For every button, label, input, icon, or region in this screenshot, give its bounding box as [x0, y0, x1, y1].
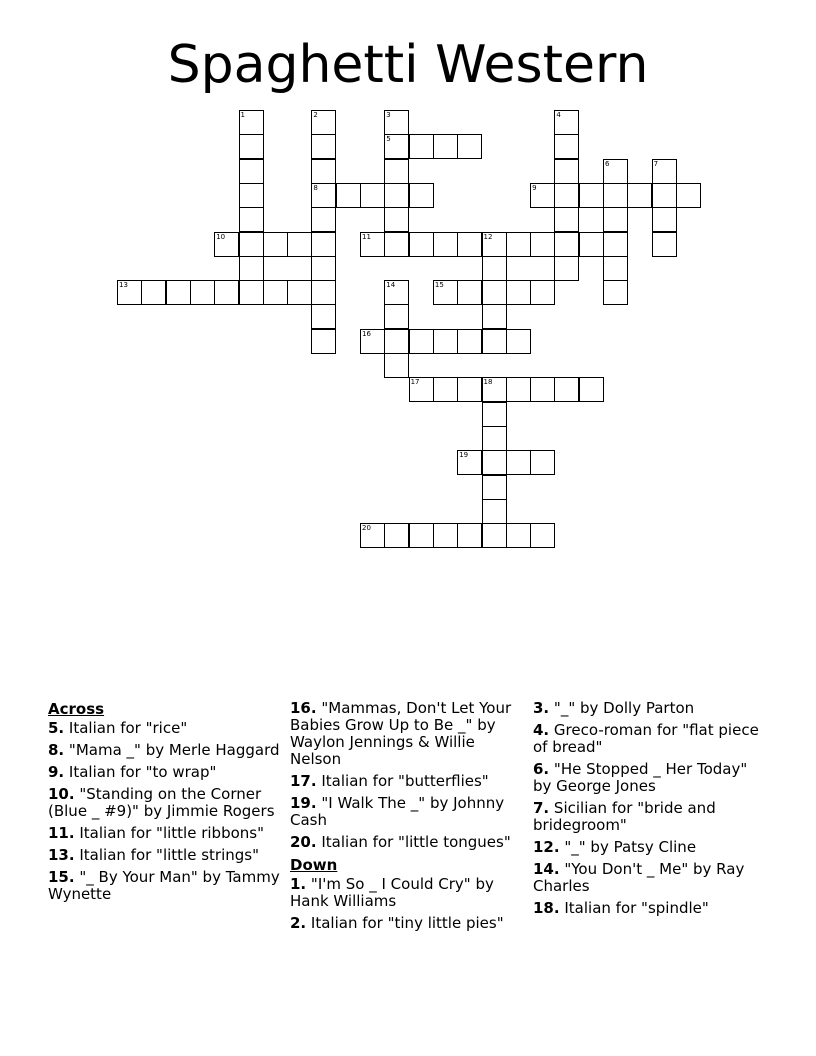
clue-across [48, 742, 282, 759]
grid-cell[interactable] [384, 353, 409, 378]
grid-cell[interactable] [239, 110, 264, 135]
grid-cell[interactable] [311, 183, 336, 208]
grid-cell[interactable] [311, 159, 336, 184]
clue-number: 20. [290, 833, 317, 851]
grid-cell[interactable] [554, 207, 579, 232]
clue-across [48, 825, 282, 842]
clue-down [533, 722, 767, 756]
clue-number: 8. [48, 741, 65, 759]
clue-across [290, 795, 524, 829]
grid-cell[interactable] [141, 280, 166, 305]
grid-cell[interactable] [409, 232, 434, 257]
cell-number: 11 [362, 232, 371, 241]
clue-text: Greco-roman for "flat piece of bread" [533, 721, 759, 756]
grid-cell[interactable] [530, 232, 555, 257]
grid-cell[interactable] [603, 183, 628, 208]
clue-text: "I Walk The _" by Johnny Cash [290, 794, 505, 829]
grid-cell[interactable] [554, 232, 579, 257]
grid-cell[interactable] [652, 232, 677, 257]
grid-cell[interactable] [384, 183, 409, 208]
grid-cell[interactable] [506, 450, 531, 475]
grid-cell[interactable] [384, 280, 409, 305]
clues-column-2 [290, 700, 524, 937]
grid-cell[interactable] [384, 232, 409, 257]
grid-cell[interactable] [603, 159, 628, 184]
clue-text: "You Don't _ Me" by Ray Charles [533, 860, 745, 895]
grid-cell[interactable] [311, 110, 336, 135]
cell-number: 2 [313, 111, 318, 119]
clue-down [533, 700, 767, 717]
clue-text: "Mammas, Don't Let Your Babies Grow Up to Be _" by Waylon Jennings & Willie Nelson [290, 699, 512, 768]
clue-number: 2. [290, 914, 307, 932]
page-title: Spaghetti Western [167, 35, 649, 95]
grid-cell[interactable] [433, 280, 458, 305]
grid-cell[interactable] [214, 232, 239, 257]
clue-number: 16. [290, 699, 317, 717]
clue-number: 13. [48, 846, 75, 864]
clue-text: Italian for "little ribbons" [79, 824, 264, 842]
cell-number: 1 [240, 111, 245, 119]
grid-cell[interactable] [482, 377, 507, 402]
grid-cell[interactable] [433, 329, 458, 354]
clue-text: Italian for "little strings" [79, 846, 259, 864]
grid-cell[interactable] [530, 280, 555, 305]
cell-number: 7 [653, 159, 659, 168]
clue-down [533, 839, 767, 856]
grid-cell[interactable] [652, 183, 677, 208]
grid-cell[interactable] [311, 280, 336, 305]
grid-cell[interactable] [603, 256, 628, 281]
grid-cell[interactable] [311, 232, 336, 257]
grid-cell[interactable] [433, 377, 458, 402]
grid-cell[interactable] [384, 329, 409, 354]
grid-cell[interactable] [506, 280, 531, 305]
grid-cell[interactable] [311, 207, 336, 232]
clue-number: 7. [533, 799, 550, 817]
grid-cell[interactable] [457, 450, 482, 475]
grid-cell[interactable] [384, 207, 409, 232]
clue-number: 11. [48, 824, 75, 842]
grid-cell[interactable] [239, 232, 264, 257]
grid-cell[interactable] [239, 280, 264, 305]
cell-number: 6 [605, 159, 610, 168]
grid-cell[interactable] [579, 232, 604, 257]
grid-cell[interactable] [433, 232, 458, 257]
grid-cell[interactable] [554, 256, 579, 281]
clue-text: Italian for "tiny little pies" [310, 914, 504, 932]
grid-cell[interactable] [579, 183, 604, 208]
grid-cell[interactable] [554, 134, 579, 159]
cell-number: 3 [386, 111, 391, 119]
cell-number: 8 [313, 183, 318, 192]
grid-cell[interactable] [384, 134, 409, 159]
grid-cell[interactable] [482, 402, 507, 427]
grid-cell[interactable] [239, 134, 264, 159]
grid-cell[interactable] [530, 377, 555, 402]
clue-text: "_" by Patsy Cline [564, 838, 697, 856]
grid-cell[interactable] [554, 110, 579, 135]
clue-text: "Standing on the Corner (Blue _ #9)" by Jimmie Rogers [48, 785, 275, 820]
across-heading: Across [48, 700, 105, 718]
grid-cell[interactable] [336, 183, 361, 208]
grid-cell[interactable] [482, 304, 507, 329]
grid-cell[interactable] [530, 523, 555, 548]
grid-cell[interactable] [506, 523, 531, 548]
clue-number: 5. [48, 719, 65, 737]
grid-cell[interactable] [360, 232, 385, 257]
grid-cell[interactable] [579, 377, 604, 402]
clue-number: 9. [48, 763, 65, 781]
grid-cell[interactable] [214, 280, 239, 305]
clue-text: Sicilian for "bride and bridegroom" [533, 799, 716, 834]
grid-cell[interactable] [603, 207, 628, 232]
grid-cell[interactable] [457, 280, 482, 305]
grid-cell[interactable] [554, 159, 579, 184]
grid-cell[interactable] [360, 329, 385, 354]
cell-number: 17 [410, 378, 420, 387]
grid-cell[interactable] [409, 329, 434, 354]
clue-number: 3. [533, 699, 550, 717]
clue-text: "_" by Dolly Parton [553, 699, 695, 717]
down-heading: Down [290, 856, 338, 874]
clue-down [290, 915, 524, 932]
clue-down [533, 800, 767, 834]
grid-cell[interactable] [482, 475, 507, 500]
clue-number: 14. [533, 860, 560, 878]
grid-cell[interactable] [652, 159, 677, 184]
clue-down [533, 861, 767, 895]
grid-cell[interactable] [627, 183, 652, 208]
grid-cell[interactable] [384, 304, 409, 329]
grid-cell[interactable] [409, 183, 434, 208]
cell-number: 12 [483, 232, 493, 241]
grid-cell[interactable] [311, 256, 336, 281]
clue-text: Italian for "rice" [68, 719, 188, 737]
grid-cell[interactable] [530, 183, 555, 208]
clue-number: 15. [48, 868, 75, 886]
grid-cell[interactable] [482, 232, 507, 257]
clue-text: Italian for "butterflies" [321, 772, 489, 790]
clue-text: "_ By Your Man" by Tammy Wynette [48, 868, 280, 903]
clue-number: 19. [290, 794, 317, 812]
clue-across [290, 700, 524, 768]
clues-column-3 [533, 700, 767, 922]
clue-across [290, 834, 524, 851]
cell-number: 9 [532, 183, 537, 192]
grid-cell[interactable] [239, 256, 264, 281]
grid-cell[interactable] [457, 134, 482, 159]
clue-number: 6. [533, 760, 550, 778]
clue-number: 1. [290, 875, 307, 893]
grid-cell[interactable] [554, 377, 579, 402]
clue-down [290, 876, 524, 910]
grid-cell[interactable] [311, 134, 336, 159]
grid-cell[interactable] [457, 232, 482, 257]
grid-cell[interactable] [433, 134, 458, 159]
clue-text: "Mama _" by Merle Haggard [68, 741, 280, 759]
cell-number: 20 [362, 524, 371, 533]
clue-number: 4. [533, 721, 550, 739]
grid-cell[interactable] [457, 523, 482, 548]
grid-cell[interactable] [482, 523, 507, 548]
grid-cell[interactable] [482, 426, 507, 451]
clue-text: "I'm So _ I Could Cry" by Hank Williams [290, 875, 494, 910]
grid-cell[interactable] [384, 159, 409, 184]
cell-number: 4 [556, 111, 561, 119]
grid-cell[interactable] [384, 523, 409, 548]
clue-text: Italian for "spindle" [564, 899, 709, 917]
grid-cell[interactable] [239, 159, 264, 184]
grid-cell[interactable] [263, 232, 288, 257]
clue-down [533, 761, 767, 795]
grid-cell[interactable] [506, 232, 531, 257]
cell-number: 14 [386, 281, 396, 290]
grid-cell[interactable] [457, 329, 482, 354]
grid-cell[interactable] [603, 232, 628, 257]
grid-cell[interactable] [530, 450, 555, 475]
grid-cell[interactable] [117, 280, 142, 305]
cell-number: 13 [119, 281, 128, 290]
clue-across [48, 764, 282, 781]
grid-cell[interactable] [360, 523, 385, 548]
grid-cell[interactable] [239, 183, 264, 208]
grid-cell[interactable] [311, 304, 336, 329]
grid-cell[interactable] [433, 523, 458, 548]
clue-down [533, 900, 767, 917]
cell-number: 19 [459, 451, 469, 460]
cell-number: 5 [386, 135, 391, 144]
grid-cell[interactable] [263, 280, 288, 305]
clue-across [290, 773, 524, 790]
grid-cell[interactable] [482, 450, 507, 475]
clue-number: 18. [533, 899, 560, 917]
clue-across [48, 720, 282, 737]
grid-cell[interactable] [287, 280, 312, 305]
clue-across [48, 786, 282, 820]
grid-cell[interactable] [409, 134, 434, 159]
grid-cell[interactable] [409, 523, 434, 548]
grid-cell[interactable] [384, 110, 409, 135]
cell-number: 18 [483, 378, 493, 387]
clue-number: 17. [290, 772, 317, 790]
clue-number: 10. [48, 785, 75, 803]
grid-cell[interactable] [409, 377, 434, 402]
clue-text: "He Stopped _ Her Today" by George Jones [533, 760, 748, 795]
grid-cell[interactable] [603, 280, 628, 305]
grid-cell[interactable] [676, 183, 701, 208]
cell-number: 10 [216, 232, 226, 241]
grid-cell[interactable] [457, 377, 482, 402]
grid-cell[interactable] [506, 377, 531, 402]
cell-number: 16 [362, 329, 371, 338]
grid-cell[interactable] [166, 280, 191, 305]
clue-number: 12. [533, 838, 560, 856]
clues-column-1 [48, 700, 282, 908]
grid-cell[interactable] [482, 280, 507, 305]
grid-cell[interactable] [554, 183, 579, 208]
grid-cell[interactable] [652, 207, 677, 232]
clue-text: Italian for "to wrap" [68, 763, 217, 781]
clue-across [48, 847, 282, 864]
grid-cell[interactable] [360, 183, 385, 208]
grid-cell[interactable] [287, 232, 312, 257]
grid-cell[interactable] [311, 329, 336, 354]
clue-text: Italian for "little tongues" [321, 833, 511, 851]
grid-cell[interactable] [482, 256, 507, 281]
grid-cell[interactable] [239, 207, 264, 232]
grid-cell[interactable] [482, 329, 507, 354]
cell-number: 15 [434, 281, 444, 290]
clue-across [48, 869, 282, 903]
grid-cell[interactable] [506, 329, 531, 354]
grid-cell[interactable] [482, 499, 507, 524]
grid-cell[interactable] [190, 280, 215, 305]
